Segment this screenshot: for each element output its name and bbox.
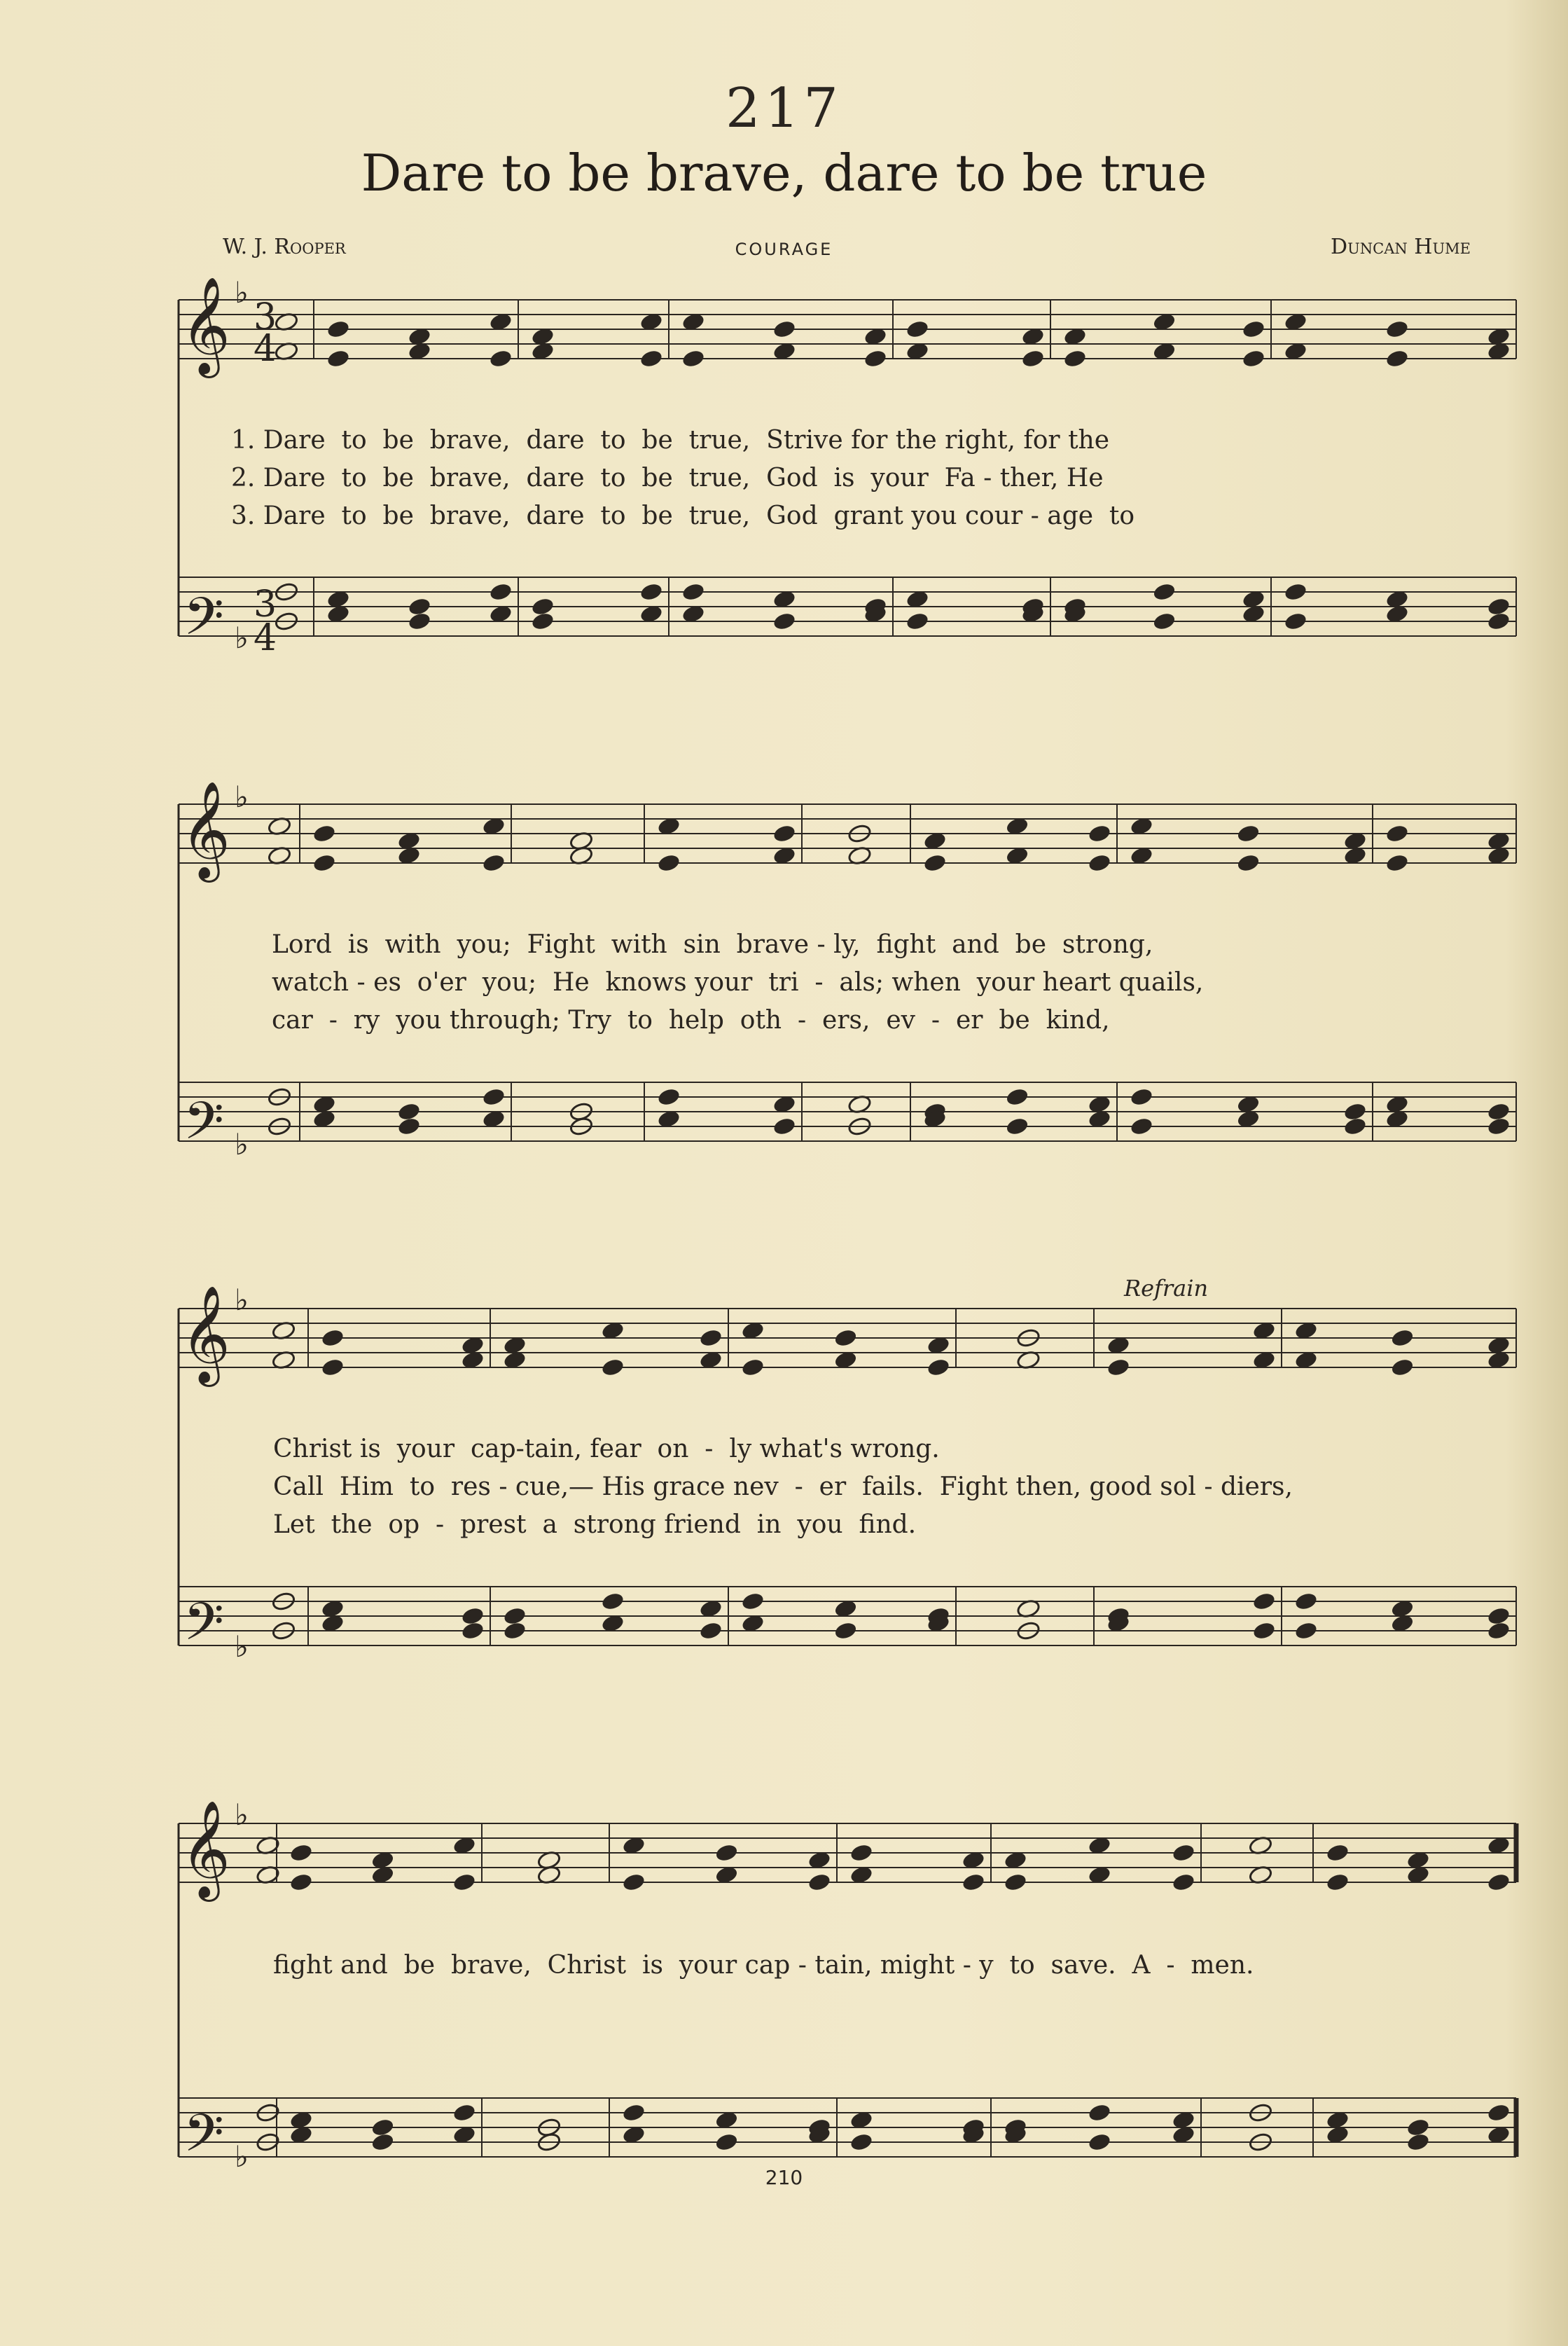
treble-clef-icon: 𝄞 xyxy=(181,277,230,374)
note-head xyxy=(1406,2117,1430,2137)
note-head xyxy=(1385,853,1409,873)
note-head xyxy=(681,348,705,368)
time-signature-icon: 3 xyxy=(254,296,277,338)
note-head xyxy=(1486,611,1511,631)
note-head xyxy=(1236,853,1261,873)
lyric-line: watch - es o'er you; He knows your tri - als; when your heart quails, xyxy=(272,968,1204,997)
hymn-title: Dare to be brave, dare to be true xyxy=(361,144,1207,202)
note-head xyxy=(1385,319,1409,339)
time-signature-icon: 4 xyxy=(254,617,277,659)
note-head xyxy=(740,1357,765,1377)
time-signature-icon: 4 xyxy=(254,328,277,370)
page-number: 210 xyxy=(765,2166,803,2189)
note-head xyxy=(1087,823,1111,843)
note-head xyxy=(905,611,929,631)
note-head xyxy=(1342,1116,1367,1136)
note-head xyxy=(922,853,947,873)
note-head xyxy=(1486,1116,1511,1136)
note-head xyxy=(1390,1357,1415,1377)
note-head xyxy=(481,853,506,873)
flat-icon: ♭ xyxy=(235,780,249,814)
note-head xyxy=(1251,1620,1276,1641)
note-head xyxy=(1486,2102,1511,2123)
note-head xyxy=(600,1357,625,1377)
note-head xyxy=(1005,1086,1029,1107)
note-head xyxy=(1087,853,1111,873)
treble-clef-icon: 𝄞 xyxy=(181,1285,230,1383)
lyric-line: Call Him to res - cue,— His grace nev - er fails. Fight then, good sol - diers, xyxy=(273,1472,1293,1501)
lyric-line: Christ is your cap-tain, fear on - ly what's wrong. xyxy=(273,1435,940,1463)
note-head xyxy=(1236,823,1261,843)
flat-icon: ♭ xyxy=(235,1798,249,1832)
note-head xyxy=(1152,581,1177,602)
lyric-line: car - ry you through; Try to help oth - ers, ev - er be kind, xyxy=(272,1006,1110,1035)
note-head xyxy=(1486,1620,1511,1641)
note-head xyxy=(326,319,350,339)
note-head xyxy=(1325,1842,1350,1863)
note-head xyxy=(905,319,929,339)
treble-clef-icon: 𝄞 xyxy=(181,781,230,878)
bass-clef-icon: 𝄢 xyxy=(183,586,224,660)
note-head xyxy=(1390,1327,1415,1348)
note-head xyxy=(320,1357,345,1377)
lyric-line: fight and be brave, Christ is your cap - tain, might - y to save. A - men. xyxy=(273,1951,1254,1980)
time-signature-icon: 3 xyxy=(254,584,277,626)
note-head xyxy=(621,2102,646,2123)
note-head xyxy=(452,1872,476,1892)
note-head xyxy=(849,2132,873,2152)
note-head xyxy=(289,1842,313,1863)
note-head xyxy=(621,1872,646,1892)
note-heads xyxy=(256,312,1511,2153)
note-head xyxy=(772,823,796,843)
tune-name: COURAGE xyxy=(735,240,833,259)
note-head xyxy=(849,1842,873,1863)
clef-symbols xyxy=(181,275,277,2176)
note-head xyxy=(807,1872,831,1892)
note-head xyxy=(714,1842,739,1863)
note-head xyxy=(1385,823,1409,843)
note-head xyxy=(1003,1872,1027,1892)
note-head xyxy=(740,1591,765,1611)
note-head xyxy=(833,1620,858,1641)
refrain-label: Refrain xyxy=(1124,1275,1209,1302)
note-head xyxy=(1129,1086,1153,1107)
note-head xyxy=(530,611,555,631)
note-head xyxy=(452,2102,476,2123)
note-head xyxy=(639,581,663,602)
note-head xyxy=(656,853,681,873)
note-head xyxy=(1020,348,1045,368)
note-head xyxy=(698,1327,723,1348)
note-head xyxy=(1106,1357,1130,1377)
note-head xyxy=(1325,1872,1350,1892)
flat-icon: ♭ xyxy=(235,1283,249,1317)
note-head xyxy=(396,1116,421,1136)
note-head xyxy=(1293,1620,1318,1641)
flat-icon: ♭ xyxy=(235,621,249,655)
hymn-number: 217 xyxy=(726,77,842,140)
note-head xyxy=(320,1327,345,1348)
lyric-line: 2. Dare to be brave, dare to be true, God is your Fa - ther, He xyxy=(231,464,1104,492)
note-head xyxy=(926,1357,950,1377)
note-head xyxy=(772,319,796,339)
note-head xyxy=(1283,611,1307,631)
note-head xyxy=(488,348,513,368)
note-head xyxy=(1283,581,1307,602)
note-head xyxy=(1486,1606,1511,1626)
note-head xyxy=(1171,1842,1195,1863)
lyric-line: 1. Dare to be brave, dare to be true, Strive for the right, for the xyxy=(231,426,1110,455)
note-head xyxy=(502,1620,527,1641)
note-head xyxy=(1152,611,1177,631)
note-head xyxy=(961,1872,985,1892)
composer-credit: W. J. Rooper xyxy=(223,235,346,259)
flat-icon: ♭ xyxy=(235,1629,249,1664)
bass-clef-icon: 𝄢 xyxy=(183,1091,224,1164)
flat-icon: ♭ xyxy=(235,2139,249,2174)
note-head xyxy=(1005,1116,1029,1136)
note-head xyxy=(407,611,431,631)
note-head xyxy=(370,2132,395,2152)
bass-clef-icon: 𝄢 xyxy=(183,1592,224,1665)
note-head xyxy=(488,581,513,602)
note-head xyxy=(460,1620,485,1641)
note-head xyxy=(1251,1591,1276,1611)
note-head xyxy=(656,1086,681,1107)
lyric-line: 3. Dare to be brave, dare to be true, God grant you cour - age to xyxy=(231,502,1135,530)
note-head xyxy=(312,823,336,843)
note-head xyxy=(289,1872,313,1892)
note-head xyxy=(407,596,431,616)
note-head xyxy=(1087,2102,1111,2123)
note-head xyxy=(698,1620,723,1641)
note-head xyxy=(1486,596,1511,616)
note-head xyxy=(863,348,887,368)
lyric-line: Lord is with you; Fight with sin brave - ly, fight and be strong, xyxy=(272,930,1153,959)
note-head xyxy=(1241,319,1265,339)
note-head xyxy=(600,1591,625,1611)
note-head xyxy=(326,348,350,368)
note-head xyxy=(502,1606,527,1626)
note-head xyxy=(1406,2132,1430,2152)
note-head xyxy=(1385,348,1409,368)
note-head xyxy=(1087,2132,1111,2152)
note-head xyxy=(396,1101,421,1122)
bass-clef-icon: 𝄢 xyxy=(183,2103,224,2176)
note-head xyxy=(1129,1116,1153,1136)
note-head xyxy=(681,581,705,602)
note-head xyxy=(1486,1101,1511,1122)
note-head xyxy=(312,853,336,873)
note-head xyxy=(1241,348,1265,368)
note-head xyxy=(772,1116,796,1136)
note-head xyxy=(370,2117,395,2137)
note-head xyxy=(714,2132,739,2152)
note-head xyxy=(460,1606,485,1626)
lyric-line: Let the op - prest a strong friend in you find. xyxy=(273,1510,917,1539)
note-head xyxy=(530,596,555,616)
author-credit: Duncan Hume xyxy=(1331,235,1471,259)
note-head xyxy=(833,1327,858,1348)
note-head xyxy=(1062,348,1087,368)
note-head xyxy=(481,1086,506,1107)
flat-icon: ♭ xyxy=(235,1127,249,1161)
note-head xyxy=(1486,1872,1511,1892)
note-head xyxy=(772,611,796,631)
note-head xyxy=(639,348,663,368)
note-head xyxy=(1171,1872,1195,1892)
note-head xyxy=(1293,1591,1318,1611)
treble-clef-icon: 𝄞 xyxy=(181,1800,230,1898)
flat-icon: ♭ xyxy=(235,275,249,310)
note-head xyxy=(1342,1101,1367,1122)
